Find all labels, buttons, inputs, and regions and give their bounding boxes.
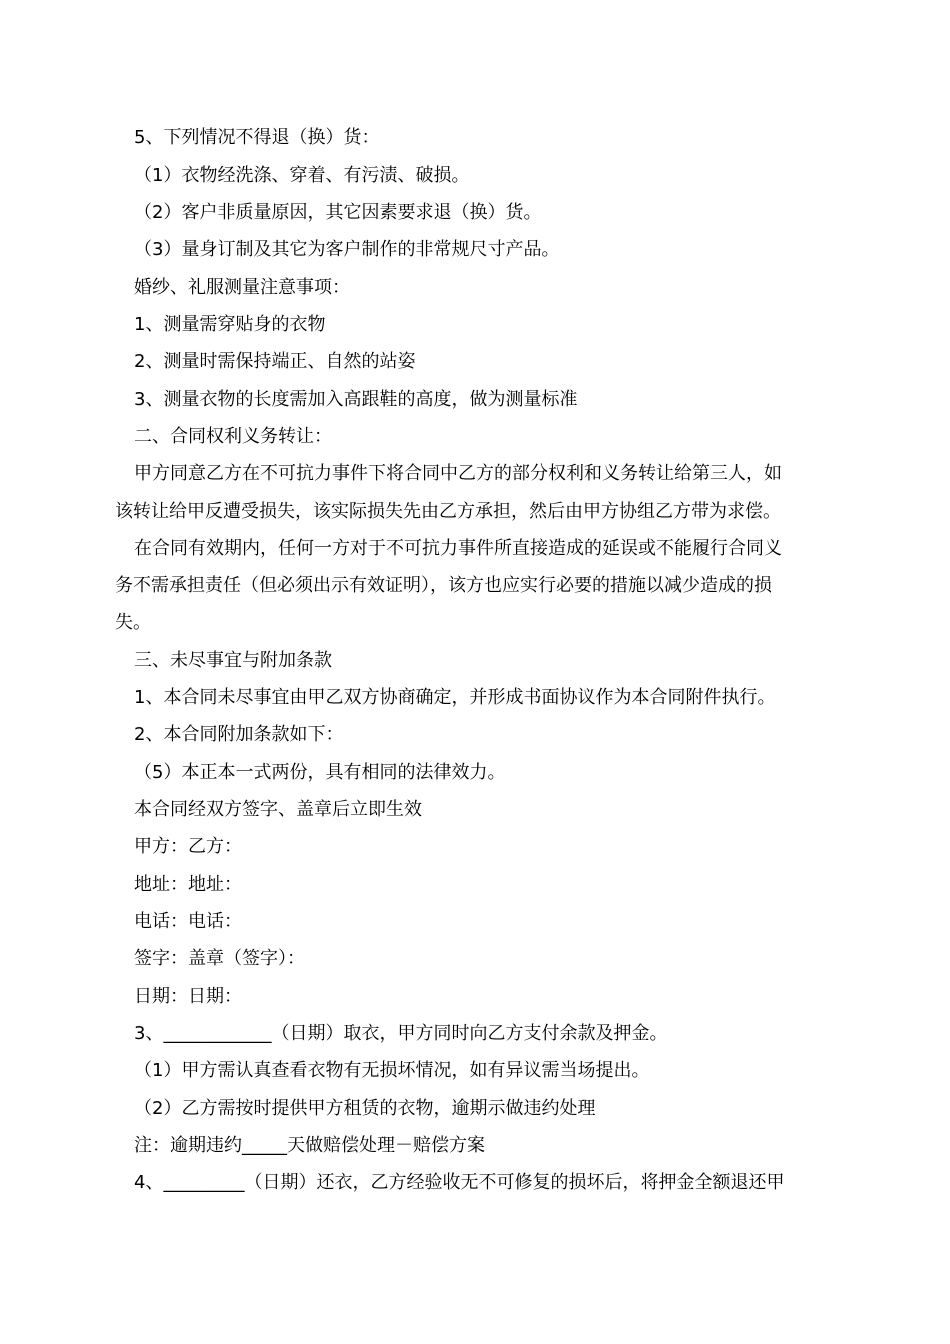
additional-clause-2: 2、本合同附加条款如下： [134, 724, 344, 745]
phone-label-line: 电话：电话： [134, 911, 242, 932]
return-exclusion-heading: 5、下列情况不得退（换）货： [134, 127, 380, 148]
measurement-item-1: 1、测量需穿贴身的衣物 [134, 314, 326, 335]
measurement-heading: 婚纱、礼服测量注意事项： [134, 277, 350, 298]
date-label-line: 日期：日期： [134, 986, 242, 1007]
measurement-item-3: 3、测量衣物的长度需加入高跟鞋的高度，做为测量标准 [134, 389, 578, 410]
address-label-line: 地址：地址： [134, 874, 242, 895]
additional-clause-item-5: （5）本正本一式两份，具有相同的法律效力。 [134, 762, 506, 783]
measurement-item-2: 2、测量时需保持端正、自然的站姿 [134, 351, 416, 372]
effective-statement: 本合同经双方签字、盖章后立即生效 [134, 799, 422, 820]
party-label-line: 甲方：乙方： [134, 836, 242, 857]
force-majeure-line-1: 在合同有效期内，任何一方对于不可抗力事件所直接造成的延误或不能履行合同义 [134, 538, 782, 559]
force-majeure-line-2: 务不需承担责任（但必须出示有效证明），该方也应实行必要的措施以减少造成的损 [115, 575, 772, 596]
pickup-item-2: （2）乙方需按时提供甲方租赁的衣物，逾期示做违约处理 [134, 1098, 596, 1119]
exclusion-item-2: （2）客户非质量原因，其它因素要求退（换）货。 [134, 202, 542, 223]
pickup-clause: 3、____________（日期）取衣，甲方同时向乙方支付余款及押金。 [134, 1023, 668, 1044]
signature-label-line: 签字：盖章（签字）： [134, 948, 305, 969]
exclusion-item-1: （1）衣物经洗涤、穿着、有污渍、破损。 [134, 165, 470, 186]
transfer-paragraph-line-1: 甲方同意乙方在不可抗力事件下将合同中乙方的部分权利和义务转让给第三人，如 [134, 463, 782, 484]
section-heading-2: 二、合同权利义务转让： [134, 426, 332, 447]
transfer-paragraph-line-2: 该转让给甲反遭受损失，该实际损失先由乙方承担，然后由甲方协组乙方带为求偿。 [115, 501, 781, 522]
return-clause: 4、_________（日期）还衣，乙方经验收无不可修复的损坏后，将押金全额退还甲 [134, 1172, 785, 1193]
additional-clause-1: 1、本合同未尽事宜由甲乙双方协商确定，并形成书面协议作为本合同附件执行。 [134, 687, 776, 708]
exclusion-item-3: （3）量身订制及其它为客户制作的非常规尺寸产品。 [134, 239, 560, 260]
overdue-note: 注：逾期违约_____天做赔偿处理－赔偿方案 [134, 1135, 485, 1156]
force-majeure-line-3: 失。 [115, 612, 151, 633]
pickup-item-1: （1）甲方需认真查看衣物有无损坏情况，如有异议需当场提出。 [134, 1060, 650, 1081]
section-heading-3: 三、未尽事宜与附加条款 [134, 650, 332, 671]
